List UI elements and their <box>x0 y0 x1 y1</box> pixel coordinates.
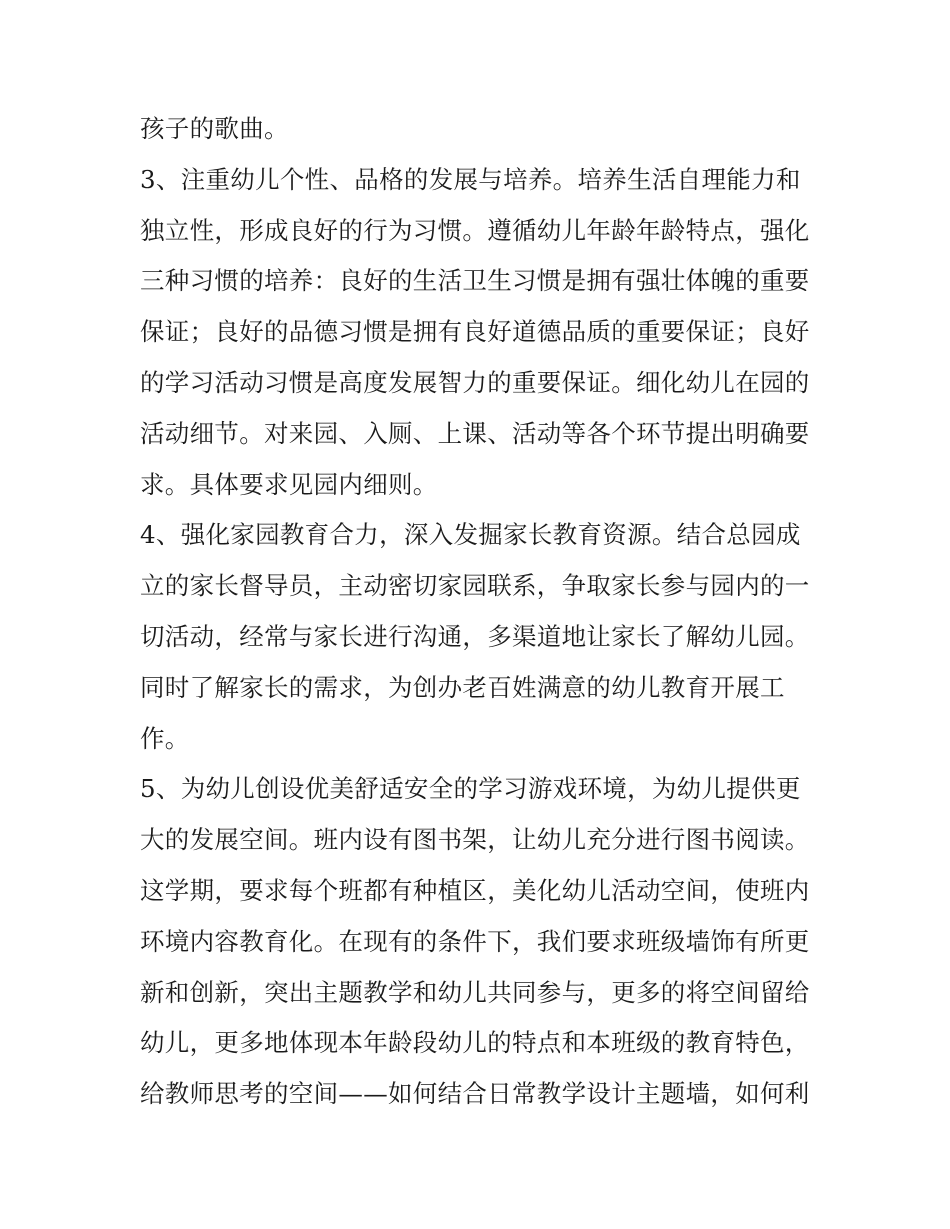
text-line: 新和创新，突出主题教学和幼儿共同参与，更多的将空间留给 <box>140 977 810 1007</box>
text-line: 保证；良好的品德习惯是拥有良好道德品质的重要保证；良好 <box>140 317 810 347</box>
body-text <box>140 104 820 1120</box>
text-line: 给教师思考的空间——如何结合日常教学设计主题墙，如何利 <box>140 1079 810 1109</box>
text-line: 作。 <box>140 723 190 753</box>
text-line: 幼儿，更多地体现本年龄段幼儿的特点和本班级的教育特色， <box>140 1028 810 1058</box>
text-line: 5、为幼儿创设优美舒适安全的学习游戏环境，为幼儿提供更 <box>140 774 801 804</box>
text-line: 的学习活动习惯是高度发展智力的重要保证。细化幼儿在园的 <box>140 367 810 397</box>
text-line: 立的家长督导员，主动密切家园联系，争取家长参与园内的一 <box>140 571 810 601</box>
text-line: 活动细节。对来园、入厕、上课、活动等各个环节提出明确要 <box>140 418 810 448</box>
text-line: 求。具体要求见园内细则。 <box>140 469 438 499</box>
text-line: 3、注重幼儿个性、品格的发展与培养。培养生活自理能力和 <box>140 164 801 194</box>
text-line: 独立性，形成良好的行为习惯。遵循幼儿年龄年龄特点，强化 <box>140 215 810 245</box>
text-line: 大的发展空间。班内设有图书架，让幼儿充分进行图书阅读。 <box>140 825 810 855</box>
text-line: 这学期，要求每个班都有种植区，美化幼儿活动空间，使班内 <box>140 875 810 905</box>
text-line: 环境内容教育化。在现有的条件下，我们要求班级墙饰有所更 <box>140 926 810 956</box>
text-line: 同时了解家长的需求，为创办老百姓满意的幼儿教育开展工 <box>140 672 785 702</box>
text-line: 4、强化家园教育合力，深入发掘家长教育资源。结合总园成 <box>140 520 801 550</box>
text-line: 孩子的歌曲。 <box>140 114 289 143</box>
text-line: 切活动，经常与家长进行沟通，多渠道地让家长了解幼儿园。 <box>140 621 810 651</box>
text-line: 三种习惯的培养：良好的生活卫生习惯是拥有强壮体魄的重要 <box>140 266 810 296</box>
